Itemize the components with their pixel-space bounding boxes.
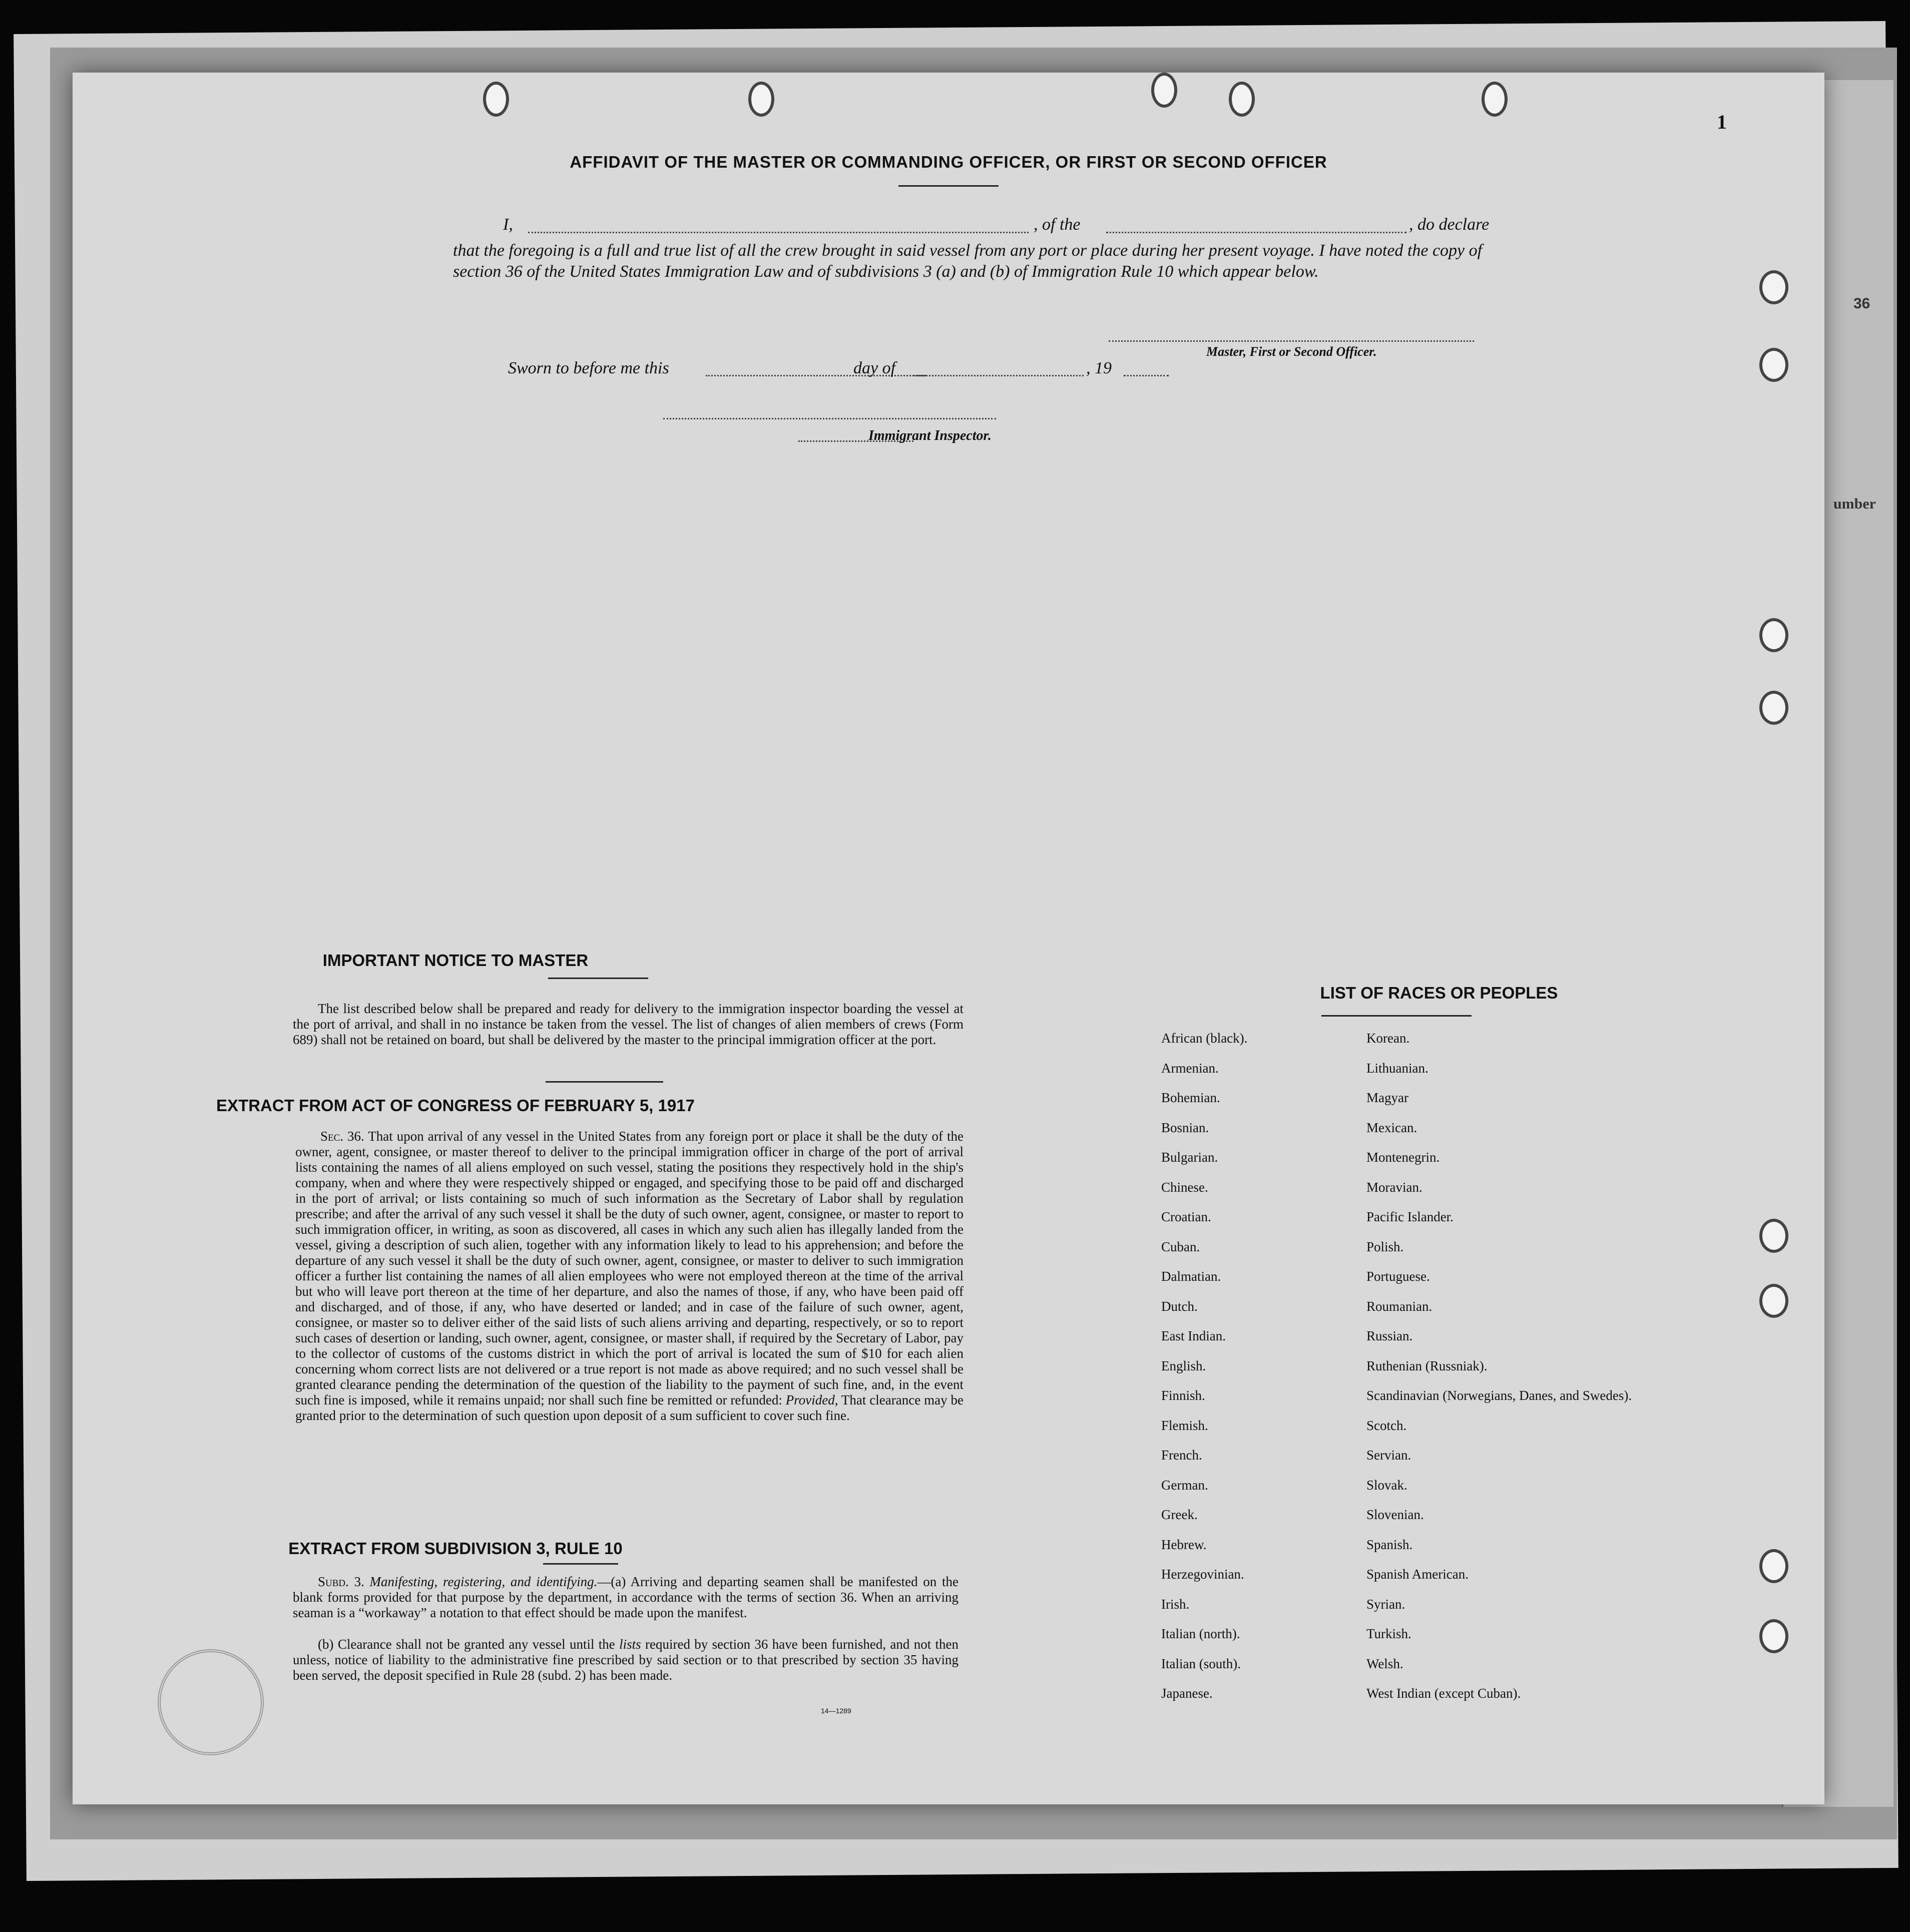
race-item: Polish. xyxy=(1366,1239,1404,1254)
punch-hole xyxy=(1759,618,1788,652)
day-of-label: day of xyxy=(853,359,896,377)
race-item: Korean. xyxy=(1366,1031,1410,1046)
of-the-label: , of the xyxy=(1034,215,1081,234)
punch-hole xyxy=(1482,82,1508,117)
race-item: Flemish. xyxy=(1161,1417,1208,1433)
race-item: Armenian. xyxy=(1161,1060,1219,1076)
master-signature-label: Master, First or Second Officer. xyxy=(1206,344,1377,359)
race-item: Mexican. xyxy=(1366,1120,1417,1135)
punch-hole xyxy=(1759,1549,1788,1583)
seal-stamp xyxy=(158,1649,264,1755)
punch-hole xyxy=(1759,270,1788,304)
affidavit-body: that the foregoing is a full and true list of all the crew brought in said vessel from any port or place during her present voyage. I have noted the copy of section 36 of the United States Immigration Law and of subdivisions 3 (a) and (b) of Immigration Rule 10 which appear below. xyxy=(453,241,1483,281)
race-item: Dalmatian. xyxy=(1161,1269,1221,1284)
race-item: Slovenian. xyxy=(1366,1507,1424,1522)
subd-heading: Manifesting, registering, and identifying. xyxy=(369,1574,598,1589)
race-item: Ruthenian (Russniak). xyxy=(1366,1358,1488,1373)
race-item: Roumanian. xyxy=(1366,1298,1432,1314)
race-item: Herzegovinian. xyxy=(1161,1567,1244,1582)
provided-label: Provided, xyxy=(785,1392,838,1407)
race-item: Scotch. xyxy=(1366,1417,1407,1433)
race-item: Lithuanian. xyxy=(1366,1060,1428,1076)
race-item: African (black). xyxy=(1161,1031,1248,1046)
rule-subd-b xyxy=(293,1637,959,1683)
race-item: Hebrew. xyxy=(1161,1537,1207,1552)
races-title: LIST OF RACES OR PEOPLES xyxy=(1320,984,1558,1002)
subd-a-text: —(a) Arriving and departing seamen shall be manifested on the blank forms provided for that purpose by the department, in accordance with the terms of section 36. When an arriving seaman is a “workaway” a notation to that effect should be made upon the manifest. xyxy=(293,1574,959,1620)
subd-b-label: (b) xyxy=(318,1637,334,1652)
sworn-label: Sworn to before me this xyxy=(508,359,669,377)
race-item: Servian. xyxy=(1366,1447,1411,1463)
sworn-year-field[interactable] xyxy=(1124,375,1169,376)
notice-bottom-rule xyxy=(546,1081,663,1083)
punch-hole xyxy=(1759,348,1788,382)
act-extract-title: EXTRACT FROM ACT OF CONGRESS OF FEBRUARY 5, 1917 xyxy=(216,1096,695,1115)
subd-b-lists: lists xyxy=(619,1637,641,1652)
race-item: Chinese. xyxy=(1161,1179,1208,1195)
race-item: Slovak. xyxy=(1366,1477,1407,1493)
affidavit-declaration-line xyxy=(503,215,513,234)
races-left-column xyxy=(1161,1031,1247,1716)
subd-label: Subd. 3. xyxy=(318,1574,364,1589)
notice-title: IMPORTANT NOTICE TO MASTER xyxy=(322,951,589,970)
punch-hole xyxy=(1759,1219,1788,1253)
master-signature-field[interactable] xyxy=(1109,340,1474,342)
act-extract-body xyxy=(295,1129,964,1423)
race-item: German. xyxy=(1161,1477,1208,1493)
column-number-36: 36 xyxy=(1853,295,1870,312)
notice-body: The list described below shall be prepared and ready for delivery to the immigration inspector boarding the vessel at the port of arrival, and shall in no instance be taken from the vessel. The list of changes of alien members of crews (Form 689) shall not be retained on board, but shall be delivered by the master to the principal immigration officer at the port. xyxy=(293,1001,964,1047)
inspector-signature-field[interactable] xyxy=(663,418,996,419)
race-item: Cuban. xyxy=(1161,1239,1200,1254)
race-item: Welsh. xyxy=(1366,1656,1403,1671)
affidavit-page xyxy=(73,73,1824,1804)
notice-rule xyxy=(548,978,648,979)
punch-hole xyxy=(1759,1619,1788,1653)
race-item: Italian (south). xyxy=(1161,1656,1241,1671)
race-item: Spanish. xyxy=(1366,1537,1413,1552)
races-right-column xyxy=(1366,1031,1632,1716)
page-number: 1 xyxy=(1717,111,1727,133)
race-item: Bohemian. xyxy=(1161,1090,1220,1105)
i-label: I, xyxy=(503,215,513,234)
provided-text: That clearance may be granted prior to the determination of such question upon deposit of a sum sufficient to cover such fine. xyxy=(295,1392,964,1423)
race-item: English. xyxy=(1161,1358,1206,1373)
master-name-field[interactable] xyxy=(528,232,1029,233)
race-item: Irish. xyxy=(1161,1596,1190,1612)
punch-hole xyxy=(1151,73,1177,108)
punch-hole xyxy=(1229,82,1255,117)
punch-hole xyxy=(1759,691,1788,725)
race-item: Scandinavian (Norwegians, Danes, and Swedes). xyxy=(1366,1388,1632,1403)
race-item: Magyar xyxy=(1366,1090,1408,1105)
number-column-label: umber xyxy=(1833,496,1876,512)
race-item: Italian (north). xyxy=(1161,1626,1240,1641)
title-rule xyxy=(898,185,999,187)
subd-b-text-2: required by section 36 have been furnished, and not then unless, notice of liability to the administrative fine prescribed by said section or to that prescribed by section 35 having been served, the deposit specified in Rule 28 (subd. 2) has been made. xyxy=(293,1637,959,1683)
race-item: Greek. xyxy=(1161,1507,1198,1522)
rule-subd-a xyxy=(293,1574,959,1621)
race-item: Dutch. xyxy=(1161,1298,1198,1314)
race-item: Bosnian. xyxy=(1161,1120,1209,1135)
race-item: Croatian. xyxy=(1161,1209,1211,1224)
punch-hole xyxy=(1759,1284,1788,1318)
race-item: Syrian. xyxy=(1366,1596,1405,1612)
form-number: 14—1289 xyxy=(821,1707,851,1715)
race-item: Pacific Islander. xyxy=(1366,1209,1454,1224)
race-item: Montenegrin. xyxy=(1366,1150,1440,1165)
section-label: Sec. 36. xyxy=(320,1129,364,1144)
race-item: Bulgarian. xyxy=(1161,1150,1218,1165)
race-item: East Indian. xyxy=(1161,1328,1226,1343)
race-item: Japanese. xyxy=(1161,1686,1213,1701)
sworn-month-field[interactable] xyxy=(913,375,1084,376)
rule-extract-title: EXTRACT FROM SUBDIVISION 3, RULE 10 xyxy=(288,1539,623,1558)
vessel-name-field[interactable] xyxy=(1106,232,1406,233)
affidavit-title: AFFIDAVIT OF THE MASTER OR COMMANDING OFFICER, OR FIRST OR SECOND OFFICER xyxy=(570,153,1327,171)
race-item: French. xyxy=(1161,1447,1202,1463)
punch-hole xyxy=(748,82,774,117)
race-item: Moravian. xyxy=(1366,1179,1422,1195)
do-declare-label: , do declare xyxy=(1409,215,1490,234)
punch-hole xyxy=(483,82,509,117)
race-item: Turkish. xyxy=(1366,1626,1411,1641)
races-rule xyxy=(1321,1015,1472,1017)
subd-b-text-1: Clearance shall not be granted any vessel until the xyxy=(337,1637,615,1652)
race-item: Spanish American. xyxy=(1366,1567,1469,1582)
race-item: Portuguese. xyxy=(1366,1269,1430,1284)
rule-extract-rule xyxy=(543,1563,618,1565)
inspector-signature-label: Immigrant Inspector. xyxy=(868,428,992,443)
race-item: Russian. xyxy=(1366,1328,1413,1343)
year-label: , 19 xyxy=(1086,359,1112,377)
section-36-text: That upon arrival of any vessel in the United States from any foreign port or place it shall be the duty of the owner, agent, consignee, or master thereof to deliver to the principal immigration officer in charge of the port of arrival lists containing the names of all aliens employed on such vessel, stating the positions they respectively hold in the ship's company, when and where they were respectively shipped or engaged, and specifying those to be paid off and discharged in the port of arrival; or lists containing so much of such information as the Secretary of Labor shall by regulation prescribe; and after the arrival of any such vessel it shall be the duty of such owner, agent, consignee, or master to report to such immigration officer, in writing, as soon as discovered, all cases in which any such alien has illegally landed from the vessel, giving a description of such alien, together with any information likely to lead to his apprehension; and before the departure of any such vessel it shall be the duty of such owner, agent, consignee, or master to deliver to such immigration officer a further list containing the names of all alien employees who were not employed thereon at the time of the arrival but who will leave port thereon at the time of her departure, and also the names of those, if any, who have been paid off and discharged, and of those, if any, who have deserted or landed; and in case of the failure of such owner, agent, consignee, or master so to deliver either of the said lists of such aliens arriving and departing, respectively, or so to report such cases of desertion or landing, such owner, agent, consignee, or master shall, if required by the Secretary of Labor, pay to the collector of customs of the customs district in which the port of arrival is located the sum of $10 for each alien concerning whom correct lists are not delivered or a true report is not made as above required; and no such vessel shall be granted clearance pending the determination of the question of the liability to the payment of such fine, and, in the event such fine is imposed, while it remains unpaid; nor shall such fine be remitted or refunded: xyxy=(295,1129,964,1407)
race-item: Finnish. xyxy=(1161,1388,1205,1403)
race-item: West Indian (except Cuban). xyxy=(1366,1686,1521,1701)
